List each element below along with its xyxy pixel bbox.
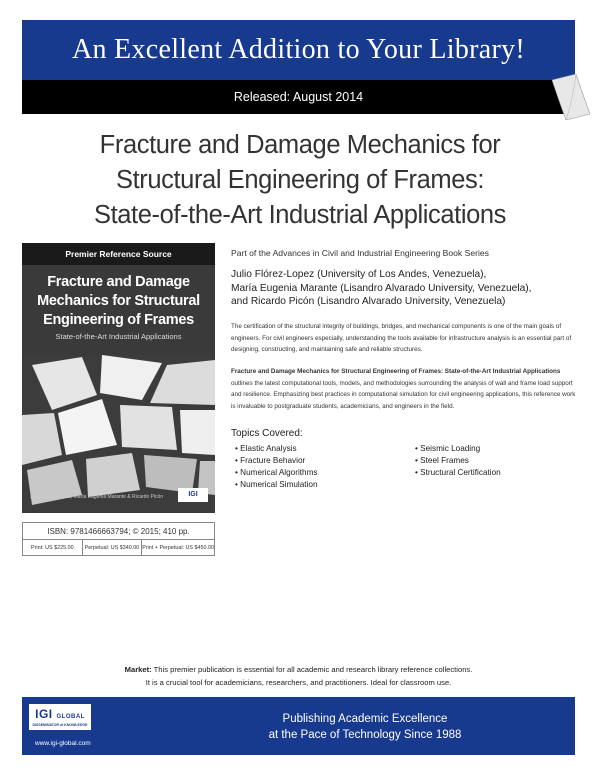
description-title-bold: Fracture and Damage Mechanics for Structural Engineering of Frames: State-of-the-Art Industrial Applications [231, 368, 561, 375]
footer-tagline [235, 711, 495, 743]
topics-heading: Topics Covered: [231, 428, 303, 439]
description-text: outlines the latest computational tools, models, and methodologies surrounding the analysis of wall and frame load support and resilience. Emphasizing best practices in computational simulation for civil engineering applications, this reference work is invaluable to postgraduate students, academicians, and engineers in the field. [231, 379, 576, 410]
author-line: and Ricardo Picón (Lisandro Alvarado University, Venezuela) [231, 296, 506, 307]
tagline-line: at the Pace of Technology Since 1988 [268, 729, 462, 741]
cover-header [22, 243, 215, 265]
logo-tagline: DISSEMINATOR of KNOWLEDGE [32, 722, 88, 727]
topic-item: • Elastic Analysis [235, 443, 318, 455]
cover-subtitle: State-of-the-Art Industrial Applications [55, 332, 182, 341]
topics-list [415, 443, 501, 479]
market-line [22, 664, 575, 677]
pricing-box [22, 522, 215, 556]
topic-item: • Steel Frames [415, 455, 501, 467]
cover-title [22, 273, 215, 330]
website-link[interactable]: www.igi-global.com [35, 740, 91, 747]
release-date: Released: August 2014 [233, 90, 364, 104]
topic-item: • Structural Certification [415, 467, 501, 479]
igi-global-logo[interactable] [29, 704, 91, 730]
topics-list [235, 443, 318, 491]
market-note [22, 664, 575, 689]
book-title-line: Structural Engineering of Frames: [115, 166, 485, 194]
perpetual-price: Perpetual: US $340.00 [83, 540, 143, 556]
print-perpetual-price: Print + Perpetual: US $450.00 [142, 545, 214, 551]
cover-authors: Julio Flórez-López, María Eugenia Marante & Ricardo Picón [30, 494, 164, 500]
cover-title-line: Fracture and Damage [47, 274, 190, 290]
book-title [30, 128, 570, 233]
book-title-line: State-of-the-Art Industrial Applications [93, 201, 507, 229]
topic-item: • Numerical Algorithms [235, 467, 318, 479]
cover-title-line: Engineering of Frames [43, 312, 194, 328]
isbn-info: ISBN: 9781466663794; © 2015; 410 pp. [23, 523, 214, 540]
book-cover [22, 243, 215, 513]
cover-publisher-logo: IGI [178, 488, 208, 502]
release-bar [22, 80, 575, 114]
market-text: This premier publication is essential for all academic and research library reference collections. [151, 665, 473, 674]
header-banner [22, 20, 575, 80]
topic-item: • Numerical Simulation [235, 479, 318, 491]
price-row [23, 540, 214, 556]
market-line: It is a crucial tool for academicians, researchers, and practitioners. Ideal for classroom use. [145, 677, 452, 687]
topic-item: • Seismic Loading [415, 443, 501, 455]
tagline-line: Publishing Academic Excellence [282, 713, 448, 725]
cover-title-box [22, 265, 215, 355]
page-curl-icon [552, 74, 590, 120]
description-paragraph: The certification of the structural integrity of buildings, bridges, and mechanical components is one of the main goals of engineers. For civil engineers especially, understanding the tools available for infrastructure analysis is an essential part of designing, constructing, and maintaining safe and reliable structures. [231, 323, 572, 353]
logo-text: IGI GLOBAL [35, 706, 85, 721]
series-note: Part of the Advances in Civil and Industrial Engineering Book Series [231, 248, 489, 258]
book-title-line: Fracture and Damage Mechanics for [99, 131, 501, 159]
cover-source-label: Premier Reference Source [65, 249, 172, 259]
topic-item: • Fracture Behavior [235, 455, 318, 467]
description-paragraph [231, 366, 576, 412]
author-line: María Eugenia Marante (Lisandro Alvarado University, Venezuela), [231, 282, 532, 294]
print-price: Print: US $225.00 [23, 540, 83, 556]
author-line: Julio Flórez-Lopez (University of Los Andes, Venezuela), [231, 269, 487, 280]
market-label: Market: [124, 665, 152, 674]
cover-title-line: Mechanics for Structural [37, 293, 200, 309]
author-list [231, 268, 532, 309]
footer-banner [22, 697, 575, 755]
banner-title: An Excellent Addition to Your Library! [71, 34, 526, 65]
